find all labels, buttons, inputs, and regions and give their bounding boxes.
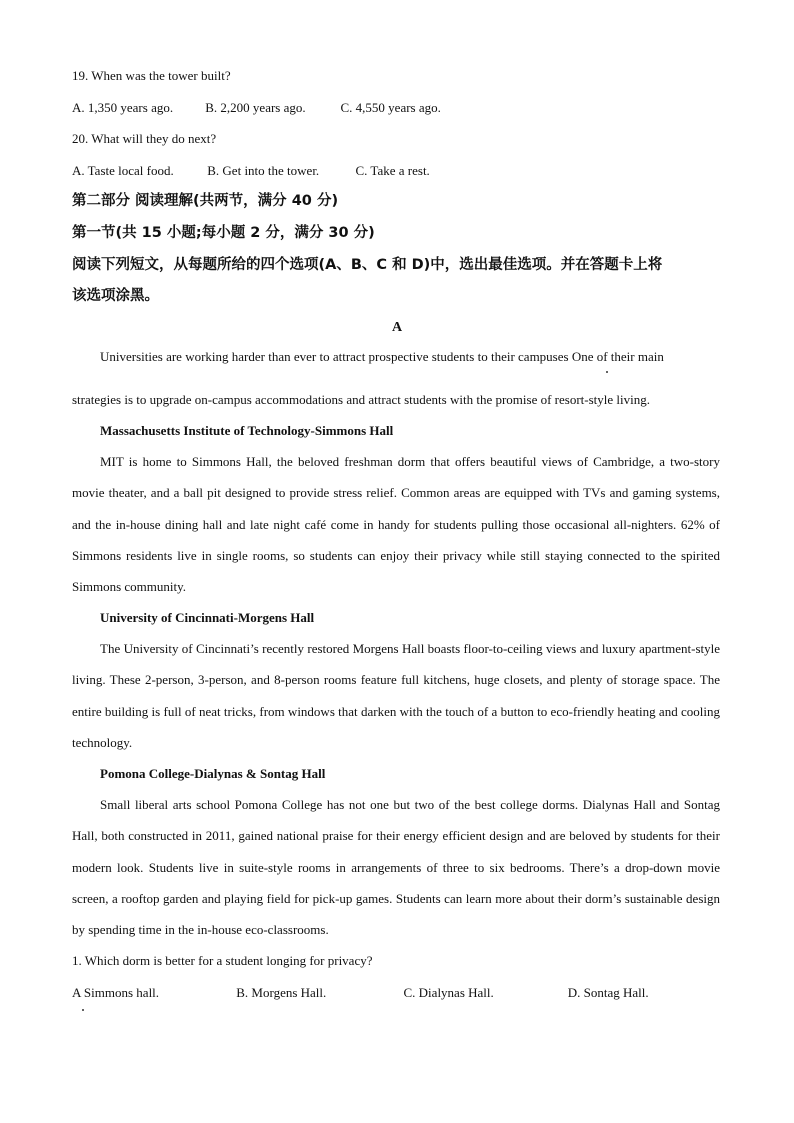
stray-dot <box>606 371 608 373</box>
q19-option-a: A. 1,350 years ago. <box>72 100 174 115</box>
section1-title: 第一节(共 15 小题;每小题 2 分，满分 30 分) <box>72 225 375 241</box>
question-20-options <box>72 163 430 179</box>
instruction-line-2: 该选项涂黑。 <box>72 288 159 304</box>
section-heading-cincinnati: University of Cincinnati-Morgens Hall <box>100 610 315 625</box>
question-19-options <box>72 100 441 116</box>
instruction-line-1: 阅读下列短文，从每题所给的四个选项(A、B、C 和 D)中，选出最佳选项。并在答题卡上将 <box>72 257 663 273</box>
section-body-pomona: Small liberal arts school Pomona College has not one but two of the best college dorms. Dialynas Hall and Sontag Hall, both constructed in 2011, gained national praise for their energy efficient design and are beloved by students for their modern look. Students live in suite-style rooms in arrangements of three to six bedrooms. There’s a drop-down movie screen, a rooftop garden and playing field for pick-up games. Students can learn more about their dorm’s sustainable design by spending time in the in-house eco-classrooms. <box>72 797 720 938</box>
q19-option-b: B. 2,200 years ago. <box>205 100 306 115</box>
question-1-options <box>72 985 649 1001</box>
q19-option-c: C. 4,550 years ago. <box>340 100 441 115</box>
question-19: 19. When was the tower built? <box>72 68 231 83</box>
q20-option-a: A. Taste local food. <box>72 163 174 178</box>
question-1: 1. Which dorm is better for a student longing for privacy? <box>72 953 373 968</box>
passage-letter: A <box>391 320 403 335</box>
passage-intro-line-1: Universities are working harder than ever to attract prospective students to their campuses One of their main <box>100 349 664 364</box>
question-20: 20. What will they do next? <box>72 131 217 146</box>
section-heading-mit: Massachusetts Institute of Technology-Simmons Hall <box>100 423 394 438</box>
q1-option-c: C. Dialynas Hall. <box>403 985 494 1000</box>
section-heading-pomona: Pomona College-Dialynas & Sontag Hall <box>100 766 326 781</box>
part2-title: 第二部分 阅读理解(共两节，满分 40 分) <box>72 193 339 209</box>
q20-option-c: C. Take a rest. <box>355 163 430 178</box>
q1-option-b: B. Morgens Hall. <box>236 985 327 1000</box>
q1-option-a: A Simmons hall. <box>72 985 160 1000</box>
passage-intro-line-2: strategies is to upgrade on-campus accommodations and attract students with the promise of resort-style living. <box>72 392 650 407</box>
q20-option-b: B. Get into the tower. <box>207 163 320 178</box>
section-body-mit: MIT is home to Simmons Hall, the beloved freshman dorm that offers beautiful views of Cambridge, a two-story movie theater, and a ball pit designed to provide stress relief. Common areas are equipped with TVs and gaming systems, and the in-house dining hall and late night café come in handy for students pulling those occasional all-nighters. 62% of Simmons residents live in single rooms, so students can enjoy their privacy while still staying connected to the spirited Simmons community. <box>72 454 720 595</box>
stray-dot <box>82 1009 84 1011</box>
q1-option-d: D. Sontag Hall. <box>567 985 649 1000</box>
section-body-cincinnati: The University of Cincinnati’s recently restored Morgens Hall boasts floor-to-ceiling views and luxury apartment-style living. These 2-person, 3-person, and 8-person rooms feature full kitchens, huge closets, and plenty of storage space. The entire building is full of neat tricks, from windows that darken with the touch of a button to eco-friendly heating and cooling technology. <box>72 641 720 750</box>
